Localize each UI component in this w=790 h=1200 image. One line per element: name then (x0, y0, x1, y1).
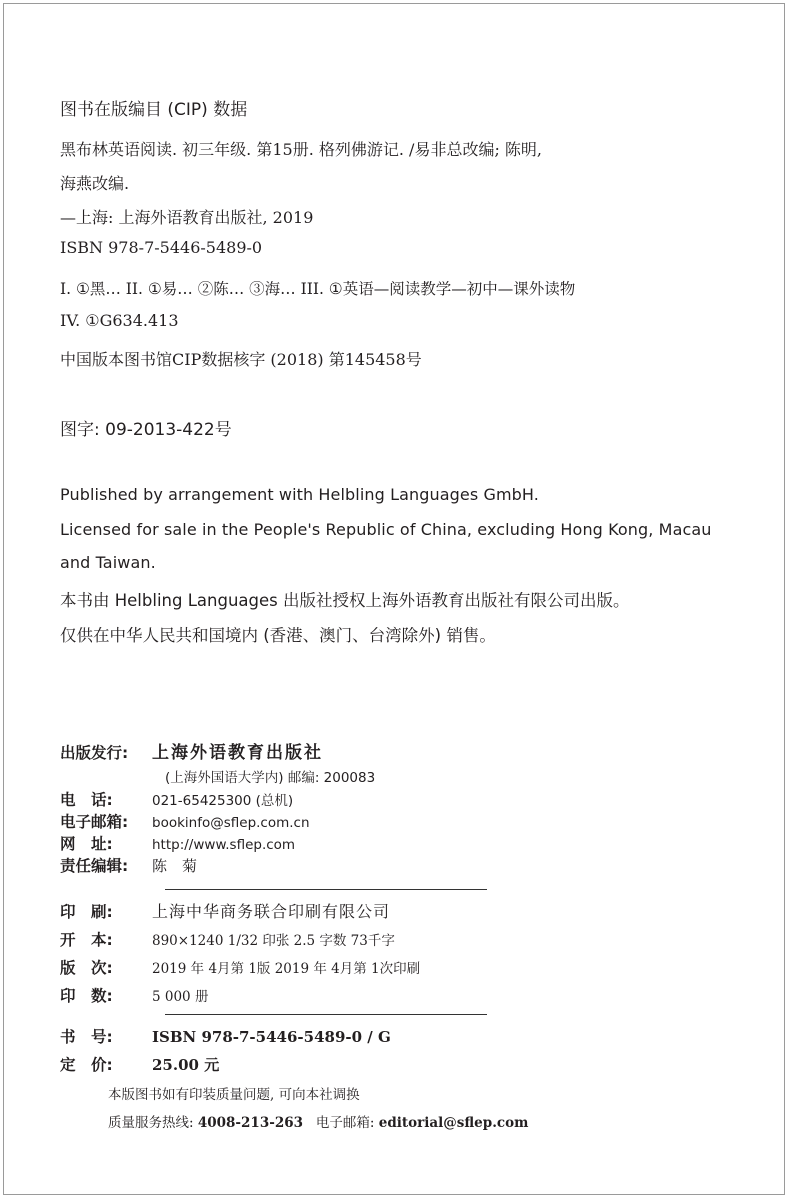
email-label: 电子邮箱: (60, 813, 129, 831)
phone-value: 021-65425300 (总机) (152, 793, 294, 809)
editor-label: 责任编辑: (60, 857, 129, 875)
cip-classification-iv: IV. ①G634.413 (60, 311, 179, 330)
chinese-notice-line-1: 本书由 Helbling Languages 出版社授权上海外语教育出版社有限公司出版。 (60, 591, 630, 610)
hotline-label: 质量服务热线: (108, 1115, 194, 1131)
divider-1 (165, 889, 487, 890)
cip-line-3: —上海: 上海外语教育出版社, 2019 (60, 208, 314, 227)
copyright-registration: 图字: 09-2013-422号 (60, 420, 232, 440)
price-label: 定 价: (60, 1056, 113, 1074)
phone-label: 电 话: (60, 791, 113, 809)
isbn-label: 书 号: (60, 1028, 113, 1046)
cip-title: 图书在版编目 (CIP) 数据 (60, 100, 248, 120)
edition-label: 版 次: (60, 959, 113, 977)
english-line-2: Licensed for sale in the People's Republic of China, excluding Hong Kong, Macau (60, 520, 712, 539)
email-row (60, 810, 310, 832)
publisher-address: (上海外国语大学内) 邮编: 200083 (165, 770, 376, 786)
price-row (60, 1053, 219, 1075)
web-row (60, 832, 295, 854)
publisher-label: 出版发行: (60, 744, 129, 762)
cip-line-2: 海燕改编. (60, 174, 130, 193)
hotline-value: 4008-213-263 (197, 1115, 303, 1131)
editor-value: 陈 菊 (152, 857, 198, 875)
format-value: 890×1240 1/32 印张 2.5 字数 73千字 (152, 933, 395, 949)
isbn-row (60, 1025, 391, 1047)
printer-value: 上海中华商务联合印刷有限公司 (152, 902, 391, 921)
footer-email-label: 电子邮箱: (315, 1115, 375, 1131)
printer-row (60, 899, 390, 922)
copies-label: 印 数: (60, 987, 113, 1005)
email-value: bookinfo@sflep.com.cn (152, 815, 310, 831)
english-line-3: and Taiwan. (60, 553, 156, 572)
copies-value: 5 000 册 (152, 989, 209, 1005)
divider-2 (165, 1014, 487, 1015)
web-value: http://www.sflep.com (152, 837, 296, 853)
chinese-notice-line-2: 仅供在中华人民共和国境内 (香港、澳门、台湾除外) 销售。 (60, 626, 496, 645)
cip-record-number: 中国版本图书馆CIP数据核字 (2018) 第145458号 (60, 350, 422, 369)
copies-row (60, 984, 208, 1006)
publisher-name: 上海外语教育出版社 (152, 743, 323, 763)
phone-row (60, 788, 293, 810)
quality-notice: 本版图书如有印装质量问题, 可向本社调换 (108, 1087, 360, 1103)
format-label: 开 本: (60, 931, 113, 949)
publisher-row (60, 738, 323, 763)
hotline-row (108, 1111, 528, 1131)
printer-label: 印 刷: (60, 903, 113, 921)
editor-row (60, 854, 197, 876)
english-line-1: Published by arrangement with Helbling Languages GmbH. (60, 485, 539, 504)
edition-row (60, 956, 420, 978)
footer-email-value: editorial@sflep.com (378, 1115, 529, 1131)
cip-isbn: ISBN 978-7-5446-5489-0 (60, 238, 263, 257)
edition-value: 2019 年 4月第 1版 2019 年 4月第 1次印刷 (152, 961, 421, 977)
web-label: 网 址: (60, 835, 113, 853)
cip-line-1: 黑布林英语阅读. 初三年级. 第15册. 格列佛游记. /易非总改编; 陈明, (60, 140, 543, 159)
isbn-value: ISBN 978-7-5446-5489-0 / G (152, 1028, 391, 1046)
cip-classification: I. ①黑… II. ①易… ②陈… ③海… III. ①英语—阅读教学—初中—课外读物 (60, 280, 576, 298)
price-value: 25.00 元 (152, 1056, 220, 1074)
format-row (60, 928, 395, 950)
